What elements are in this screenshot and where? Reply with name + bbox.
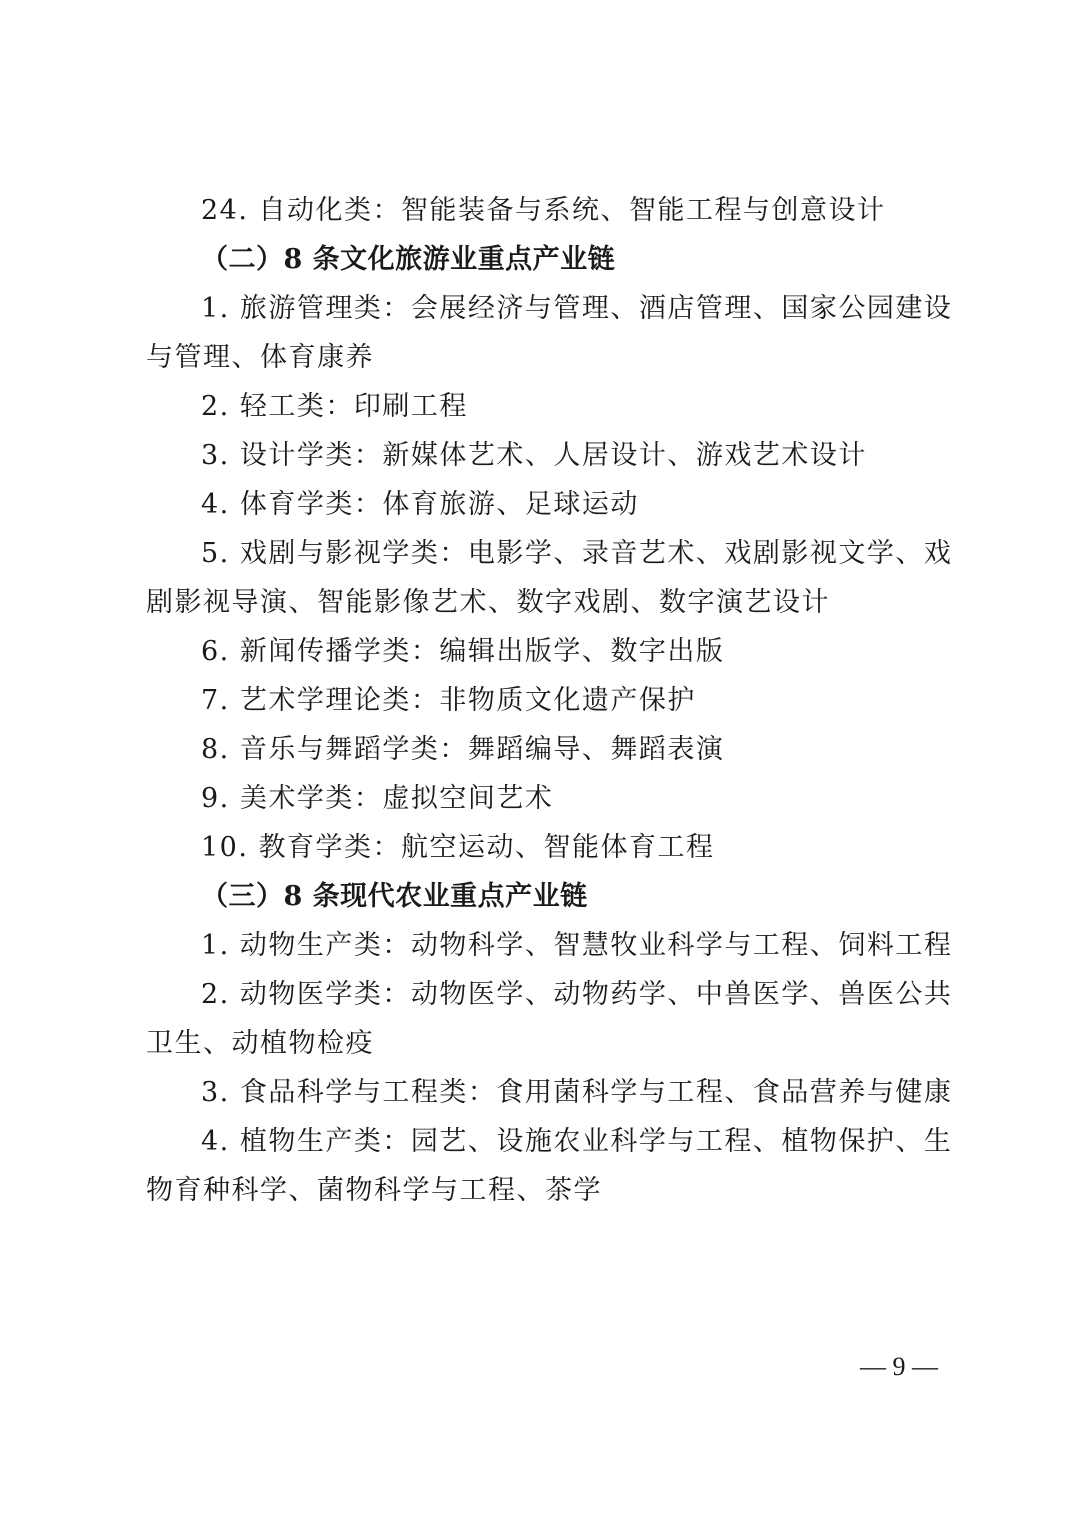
document-body: [146, 186, 953, 1215]
text-line: 2. 轻工类：印刷工程: [201, 391, 468, 422]
text-line: 9. 美术学类：虚拟空间艺术: [201, 783, 554, 814]
text-line: 卫生、动植物检疫: [146, 1028, 374, 1059]
section-heading: （三）8 条现代农业重点产业链: [201, 881, 588, 912]
text-line: 10. 教育学类：航空运动、智能体育工程: [201, 832, 715, 863]
text-line: 3. 设计学类：新媒体艺术、人居设计、游戏艺术设计: [201, 440, 867, 471]
text-line: 5. 戏剧与影视学类：电影学、录音艺术、戏剧影视文学、戏: [201, 538, 953, 569]
text-line: 物育种科学、菌物科学与工程、茶学: [146, 1175, 602, 1206]
text-line: 剧影视导演、智能影像艺术、数字戏剧、数字演艺设计: [146, 587, 830, 618]
section-heading: （二）8 条文化旅游业重点产业链: [201, 244, 616, 275]
text-line: 1. 旅游管理类：会展经济与管理、酒店管理、国家公园建设: [201, 293, 953, 324]
text-line: 2. 动物医学类：动物医学、动物药学、中兽医学、兽医公共: [201, 979, 953, 1010]
text-line: 4. 植物生产类：园艺、设施农业科学与工程、植物保护、生: [201, 1126, 953, 1157]
text-line: 1. 动物生产类：动物科学、智慧牧业科学与工程、饲料工程: [201, 930, 953, 961]
text-line: 3. 食品科学与工程类：食用菌科学与工程、食品营养与健康: [201, 1077, 953, 1108]
text-line: 6. 新闻传播学类：编辑出版学、数字出版: [201, 636, 725, 667]
text-line: 8. 音乐与舞蹈学类：舞蹈编导、舞蹈表演: [201, 734, 725, 765]
text-line: 24. 自动化类：智能装备与系统、智能工程与创意设计: [201, 195, 886, 226]
text-line: 7. 艺术学理论类：非物质文化遗产保护: [201, 685, 696, 716]
text-line: 与管理、体育康养: [146, 342, 374, 373]
text-line: 4. 体育学类：体育旅游、足球运动: [201, 489, 639, 520]
page-number: — 9 —: [860, 1352, 938, 1381]
